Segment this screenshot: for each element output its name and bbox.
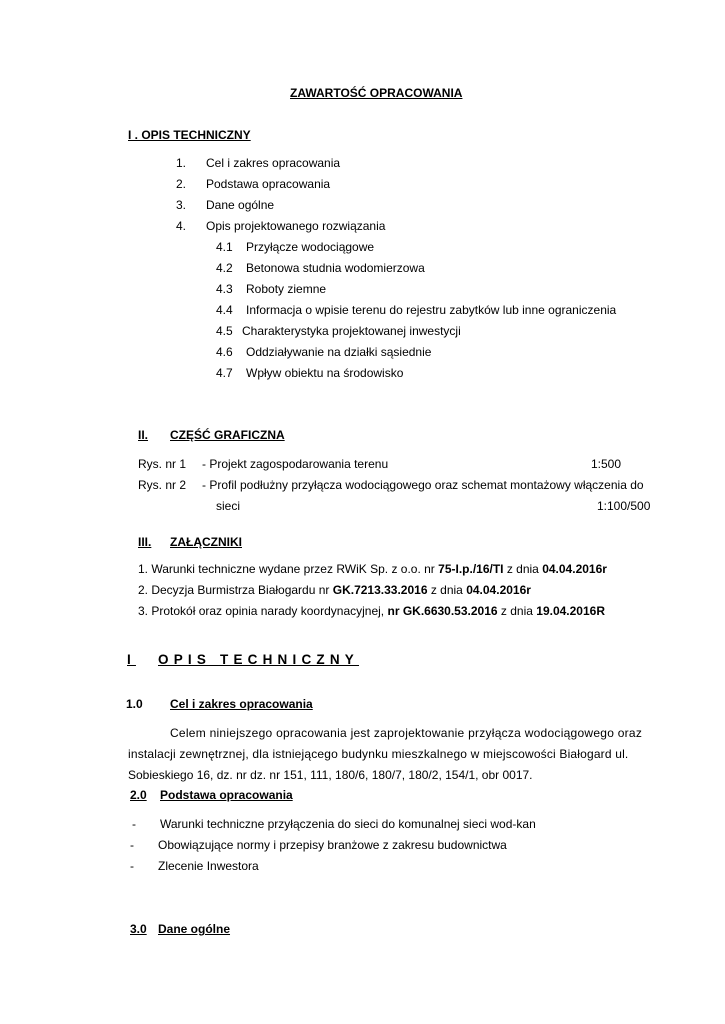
- bullet-mark: -: [130, 838, 134, 852]
- section-3-heading: Dane ogólne: [158, 922, 231, 936]
- toc-section2-heading: CZĘŚĆ GRAFICZNA: [170, 428, 285, 442]
- toc-subitem-text: Informacja o wpisie terenu do rejestru zabytków lub inne ograniczenia: [246, 303, 617, 317]
- toc-item-num: 3.: [176, 198, 187, 212]
- toc-subitem-text: Oddziaływanie na działki sąsiednie: [246, 345, 432, 359]
- attachment-date: 04.04.2016r: [466, 583, 531, 597]
- toc-subitem-text: Charakterystyka projektowanej inwestycji: [242, 324, 461, 338]
- bullet-text: Warunki techniczne przyłączenia do sieci do komunalnej sieci wod-kan: [160, 817, 536, 831]
- paragraph-line: instalacji zewnętrznej, dla istniejącego budynku mieszkalnego w miejscowości Białogard ul.: [128, 747, 629, 761]
- paragraph-line: Sobieskiego 16, dz. nr dz. nr 151, 111, 180/6, 180/7, 180/2, 154/1, obr 0017.: [128, 768, 533, 782]
- section-1-heading: Cel i zakres opracowania: [170, 697, 313, 711]
- toc-item-text: Opis projektowanego rozwiązania: [206, 219, 386, 233]
- toc-subitem-num: 4.2: [216, 261, 233, 275]
- section-3-num: 3.0: [130, 922, 147, 936]
- toc-item-text: Podstawa opracowania: [206, 177, 331, 191]
- bullet-mark: -: [130, 859, 134, 873]
- toc-item-text: Cel i zakres opracowania: [206, 156, 341, 170]
- attachment-number: 75-I.p./16/TI: [438, 562, 504, 576]
- attachment-date: 19.04.2016R: [536, 604, 605, 618]
- toc-subitem-num: 4.1: [216, 240, 233, 254]
- section-2-heading: Podstawa opracowania: [160, 788, 293, 802]
- attachment-date-label: z dnia: [497, 604, 537, 618]
- bullet-text: Zlecenie Inwestora: [158, 859, 259, 873]
- attachment-date-label: z dnia: [503, 562, 543, 576]
- attachment-item: [138, 604, 605, 618]
- toc-section3-heading: ZAŁĄCZNIKI: [170, 535, 242, 549]
- toc-subitem-num: 4.4: [216, 303, 233, 317]
- drawing-title: - Profil podłużny przyłącza wodociągowego oraz schemat montażowy włączenia do: [202, 478, 644, 492]
- toc-subitem-num: 4.7: [216, 366, 233, 380]
- toc-item-num: 2.: [176, 177, 187, 191]
- attachment-item: [138, 562, 607, 576]
- attachment-text: 3. Protokół oraz opinia narady koordynacyjnej,: [138, 604, 388, 618]
- drawing-scale: 1:500: [591, 457, 622, 471]
- toc-subitem-text: Przyłącze wodociągowe: [246, 240, 375, 254]
- toc-subitem-text: Roboty ziemne: [246, 282, 327, 296]
- bullet-mark: -: [132, 817, 136, 831]
- attachment-number: nr GK.6630.53.2016: [387, 604, 498, 618]
- attachment-date: 04.04.2016r: [542, 562, 607, 576]
- main-heading: OPIS TECHNICZNY: [158, 652, 360, 667]
- toc-item-num: 1.: [176, 156, 187, 170]
- toc-subitem-num: 4.6: [216, 345, 233, 359]
- toc-section3-num: III.: [138, 535, 152, 549]
- toc-subitem-text: Betonowa studnia wodomierzowa: [246, 261, 425, 275]
- section-1-num: 1.0: [126, 697, 143, 711]
- bullet-text: Obowiązujące normy i przepisy branżowe z zakresu budownictwa: [158, 838, 507, 852]
- drawing-title-cont: sieci: [216, 499, 241, 513]
- drawing-title: - Projekt zagospodarowania terenu: [202, 457, 389, 471]
- drawing-scale: 1:100/500: [597, 499, 651, 513]
- toc-section1-heading: I . OPIS TECHNICZNY: [128, 128, 251, 142]
- toc-item-num: 4.: [176, 219, 187, 233]
- attachment-text: 1. Warunki techniczne wydane przez RWiK Sp. z o.o. nr: [138, 562, 439, 576]
- toc-subitem-num: 4.5: [216, 324, 233, 338]
- toc-section2-num: II.: [138, 428, 149, 442]
- toc-subitem-num: 4.3: [216, 282, 233, 296]
- toc-item-text: Dane ogólne: [206, 198, 275, 212]
- drawing-ref: Rys. nr 1: [138, 457, 187, 471]
- paragraph-line: Celem niniejszego opracowania jest zaprojektowanie przyłącza wodociągowego oraz: [170, 726, 643, 740]
- attachment-text: 2. Decyzja Burmistrza Białogardu nr: [138, 583, 333, 597]
- drawing-ref: Rys. nr 2: [138, 478, 187, 492]
- main-heading-num: I: [127, 652, 136, 667]
- attachment-date-label: z dnia: [427, 583, 467, 597]
- document-title: ZAWARTOŚĆ OPRACOWANIA: [290, 86, 463, 100]
- toc-subitem-text: Wpływ obiektu na środowisko: [246, 366, 404, 380]
- section-2-num: 2.0: [130, 788, 147, 802]
- attachment-number: GK.7213.33.2016: [332, 583, 428, 597]
- attachment-item: [138, 583, 531, 597]
